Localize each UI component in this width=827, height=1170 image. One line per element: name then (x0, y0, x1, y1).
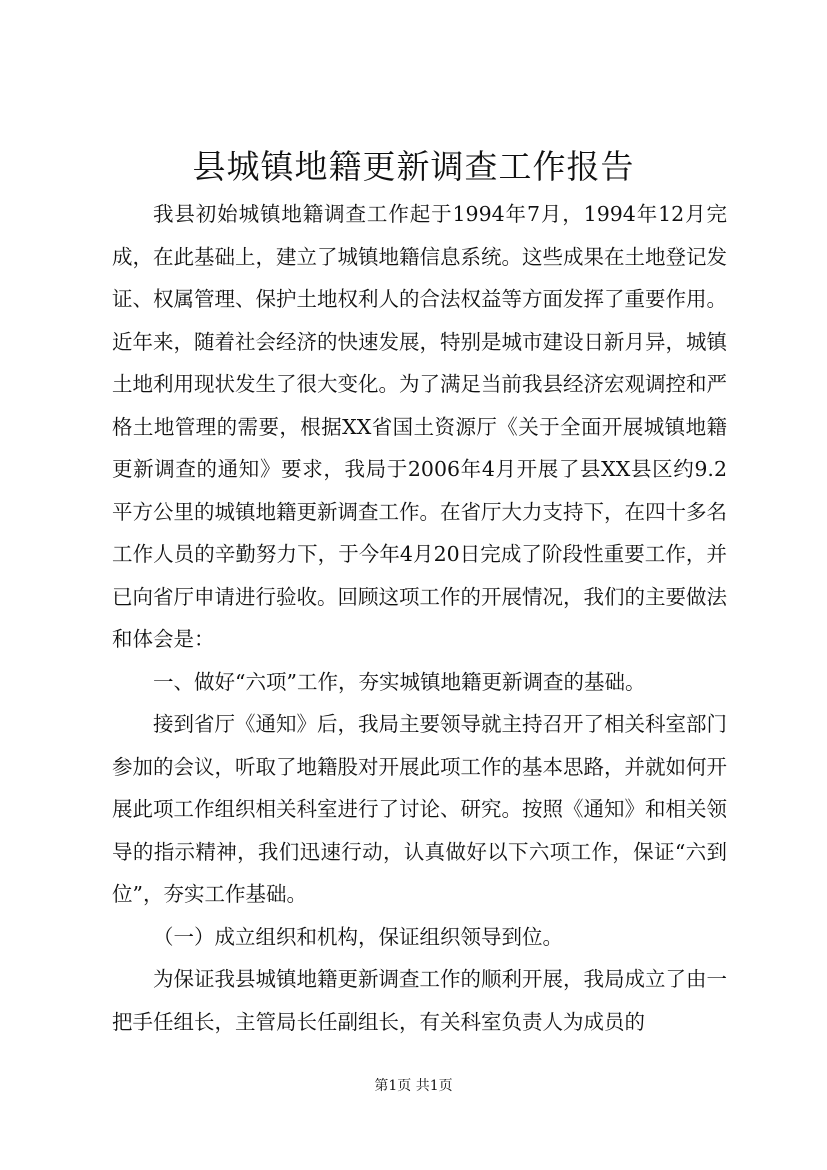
subsection-heading-1: （一）成立组织和机构，保证组织领导到位。 (153, 924, 563, 949)
page-footer: 第1页 共1页 (374, 1078, 453, 1094)
paragraph-intro: 我县初始城镇地籍调查工作起于1994年7月，1994年12月完成，在此基础上，建立了城镇地籍信息系统。这些成果在土地登记发证、权属管理、保护土地权利人的合法权益等方面发挥了重要作用。近年来，随着社会经济的快速发展，特别是城市建设日新月异，城镇土地利用现状发生了很大变化。为了满足当前我县经济宏观调控和严格土地管理的需要，根据XX省国土资源厅《关于全面开展城镇地籍更新调查的通知》要求，我局于2006年4月开展了县XX县区约9.2平方公里的城镇地籍更新调查工作。在省厅大力支持下，在四十多名工作人员的辛勤努力下，于今年4月20日完成了阶段性重要工作，并已向省厅申请进行验收。回顾这项工作的开展情况，我们的主要做法和体会是： (112, 202, 727, 651)
document-title: 县城镇地籍更新调查工作报告 (192, 147, 635, 186)
document-body (112, 193, 727, 1043)
section-heading-1: 一、做好“六项”工作，夯实城镇地籍更新调查的基础。 (153, 669, 646, 694)
paragraph-subsection-1: 为保证我县城镇地籍更新调查工作的顺利开展，我局成立了由一把手任组长，主管局长任副组长，有关科室负责人为成员的 (112, 967, 727, 1034)
paragraph-section-1: 接到省厅《通知》后，我局主要领导就主持召开了相关科室部门参加的会议，听取了地籍股对开展此项工作的基本思路，并就如何开展此项工作组织相关科室进行了讨论、研究。按照《通知》和相关领导的指示精神，我们迅速行动，认真做好以下六项工作，保证“六到位”，夯实工作基础。 (112, 712, 727, 906)
